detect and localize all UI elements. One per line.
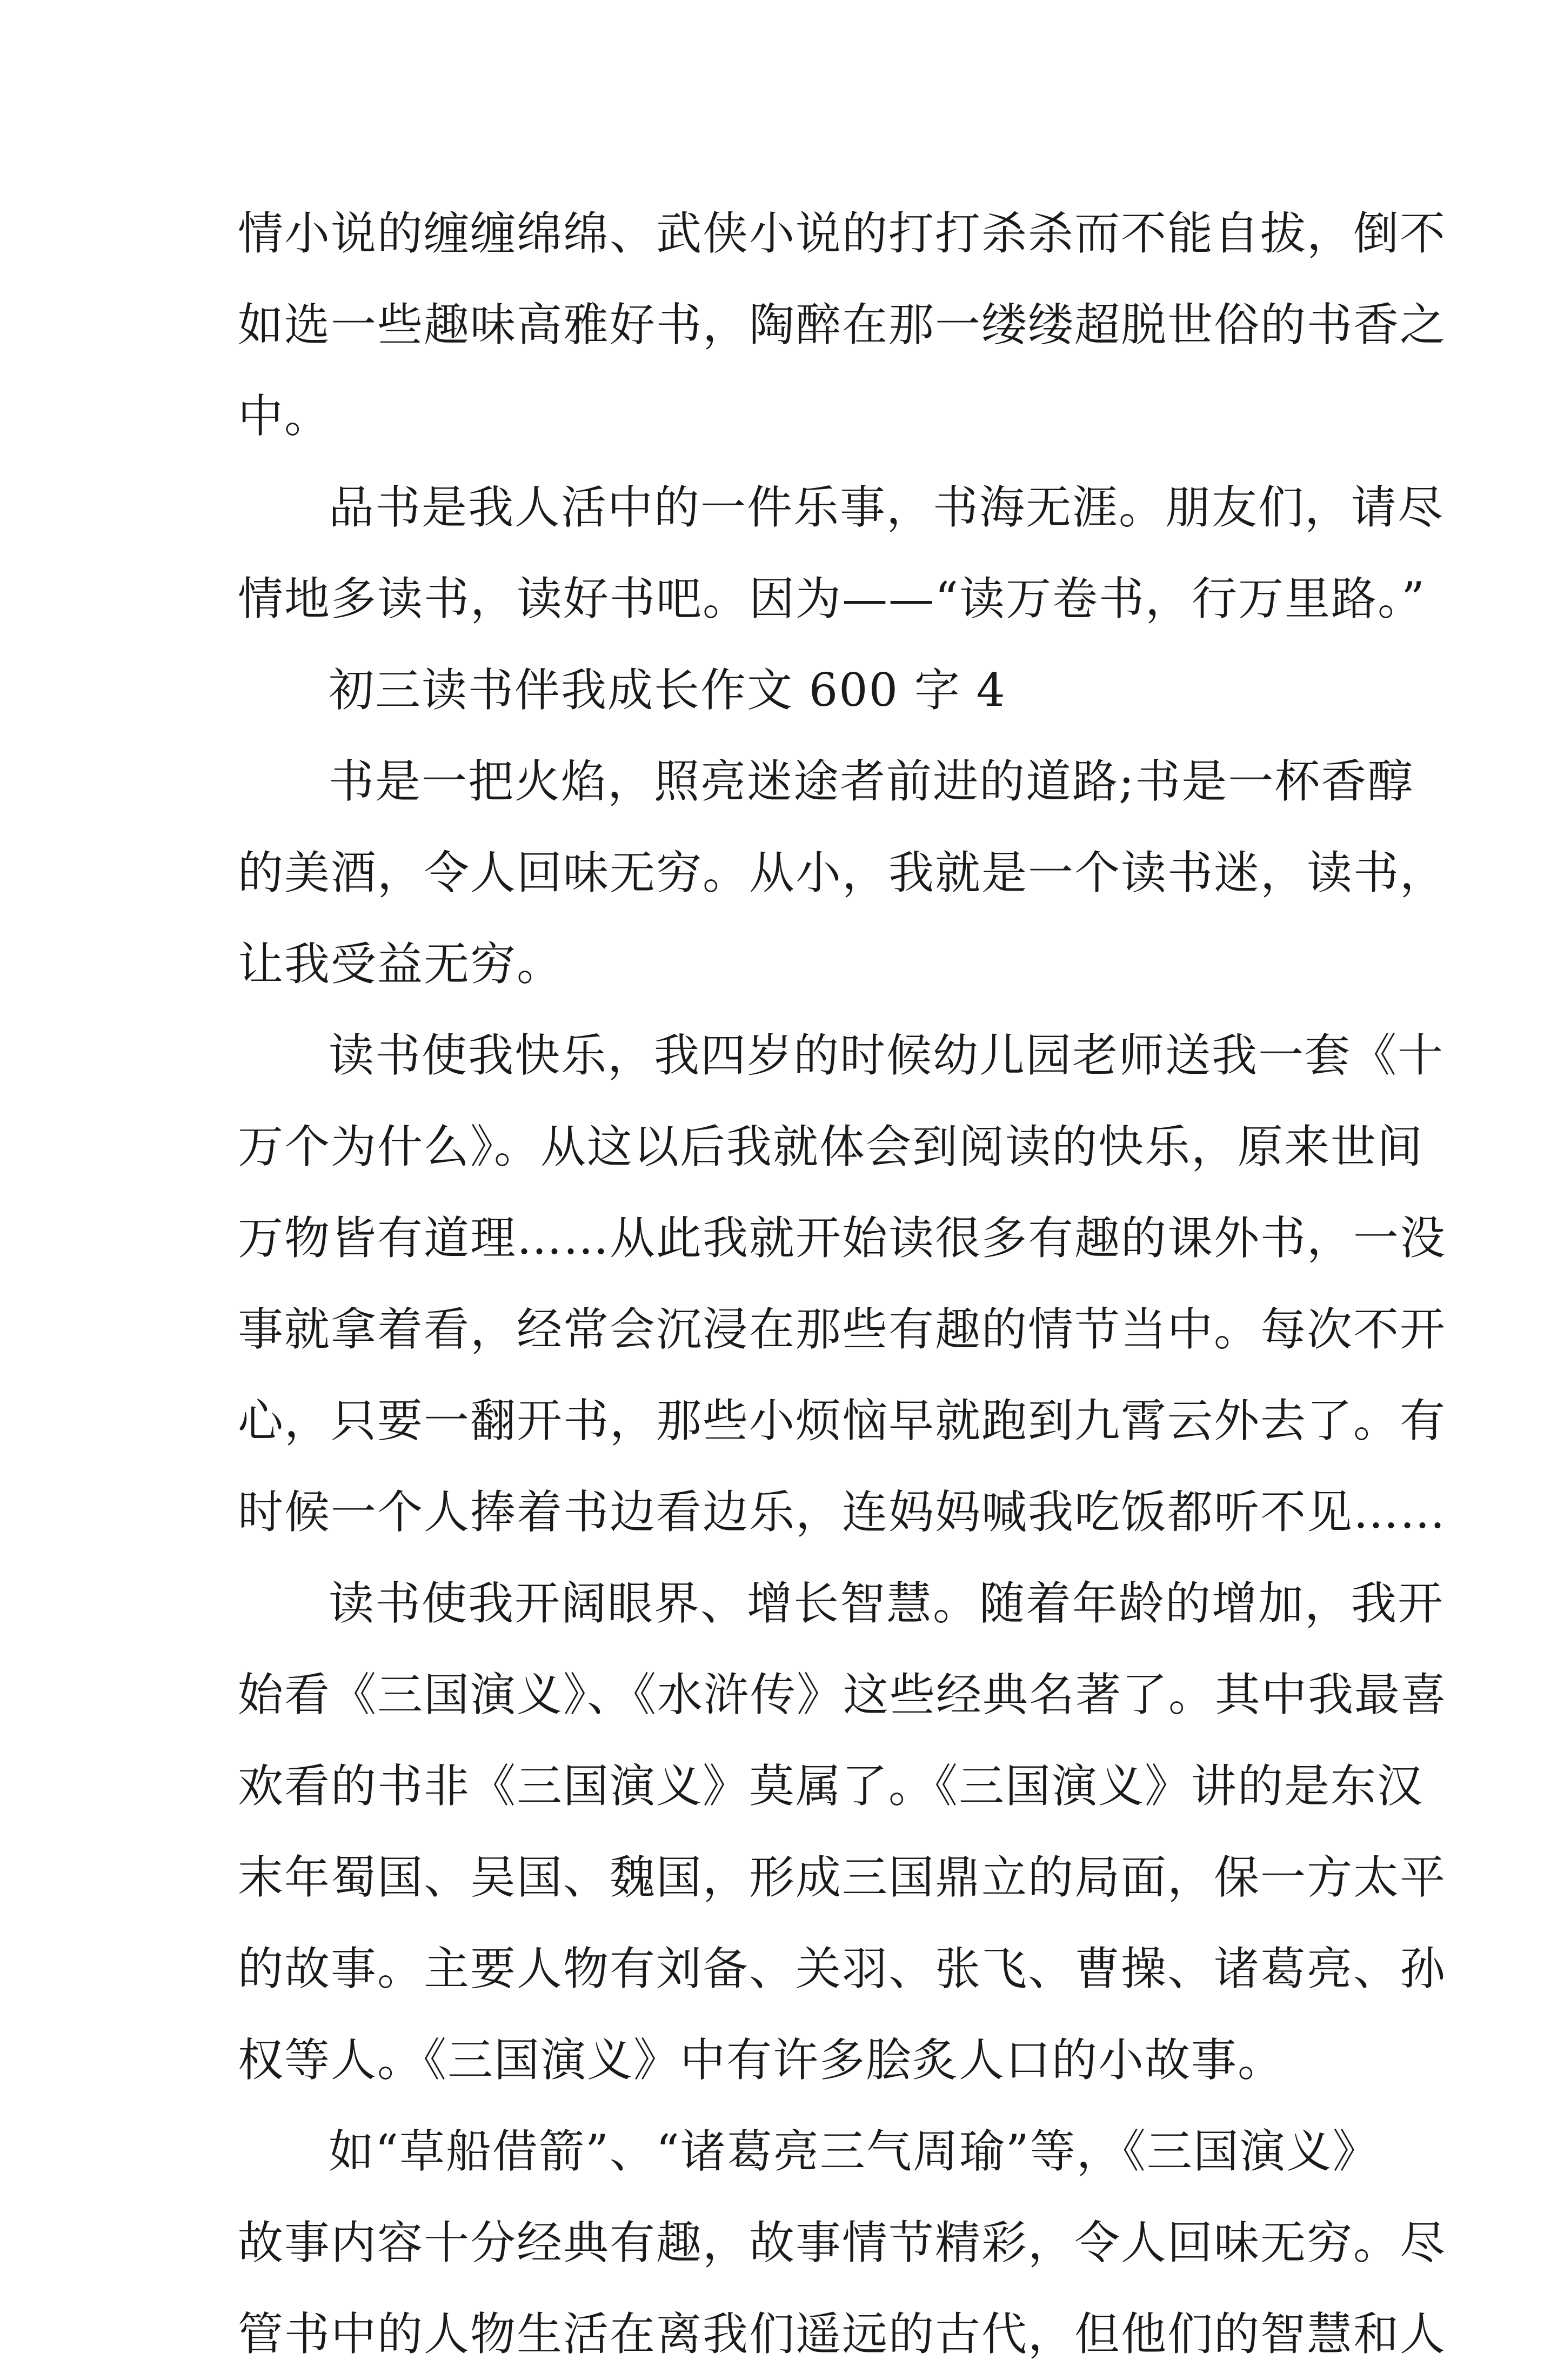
text-line: 管书中的人物生活在离我们遥远的古代，但他们的智慧和人	[238, 2308, 1447, 2361]
text-line: 心，只要一翻开书，那些小烦恼早就跑到九霄云外去了。有	[238, 1394, 1447, 1447]
text-line: 的美酒，令人回味无穷。从小，我就是一个读书迷，读书，	[238, 846, 1447, 899]
text-line: 情小说的缠缠绵绵、武侠小说的打打杀杀而不能自拔，倒不	[238, 207, 1447, 260]
text-line: 如“草船借箭”、“诸葛亮三气周瑜”等，《三国演义》	[329, 2125, 1379, 2178]
text-line: 万个为什么》。从这以后我就体会到阅读的快乐，原来世间	[238, 1120, 1424, 1173]
text-line: 情地多读书，读好书吧。因为——“读万卷书，行万里路。”	[238, 572, 1426, 625]
text-line: 读书使我开阔眼界、增长智慧。随着年龄的增加，我开	[329, 1577, 1445, 1630]
text-line: 书是一把火焰，照亮迷途者前进的道路;书是一杯香醇	[329, 755, 1414, 808]
text-line: 末年蜀国、吴国、魏国，形成三国鼎立的局面，保一方太平	[238, 1851, 1447, 1904]
text-line: 欢看的书非《三国演义》莫属了。《三国演义》讲的是东汉	[238, 1760, 1424, 1813]
text-line: 品书是我人活中的一件乐事，书海无涯。朋友们，请尽	[329, 481, 1445, 534]
text-line: 让我受益无穷。	[238, 938, 564, 991]
text-line: 万物皆有道理……从此我就开始读很多有趣的课外书，一没	[238, 1212, 1447, 1265]
text-line: 如选一些趣味高雅好书，陶醉在那一缕缕超脱世俗的书香之	[238, 298, 1447, 351]
text-line: 读书使我快乐，我四岁的时候幼儿园老师送我一套《十	[329, 1029, 1445, 1082]
text-line: 时候一个人捧着书边看边乐，连妈妈喊我吃饭都听不见……	[238, 1486, 1447, 1539]
text-line: 故事内容十分经典有趣，故事情节精彩，令人回味无穷。尽	[238, 2216, 1447, 2269]
text-line: 的故事。主要人物有刘备、关羽、张飞、曹操、诸葛亮、孙	[238, 1942, 1447, 1995]
text-line: 始看《三国演义》、《水浒传》这些经典名著了。其中我最喜	[238, 1668, 1448, 1721]
document-body	[238, 188, 1448, 2380]
text-line: 权等人。《三国演义》中有许多脍炙人口的小故事。	[238, 2034, 1285, 2087]
text-line: 初三读书伴我成长作文 600 字 4	[329, 664, 1006, 717]
text-line: 事就拿着看，经常会沉浸在那些有趣的情节当中。每次不开	[238, 1303, 1447, 1356]
text-line: 中。	[238, 390, 331, 443]
